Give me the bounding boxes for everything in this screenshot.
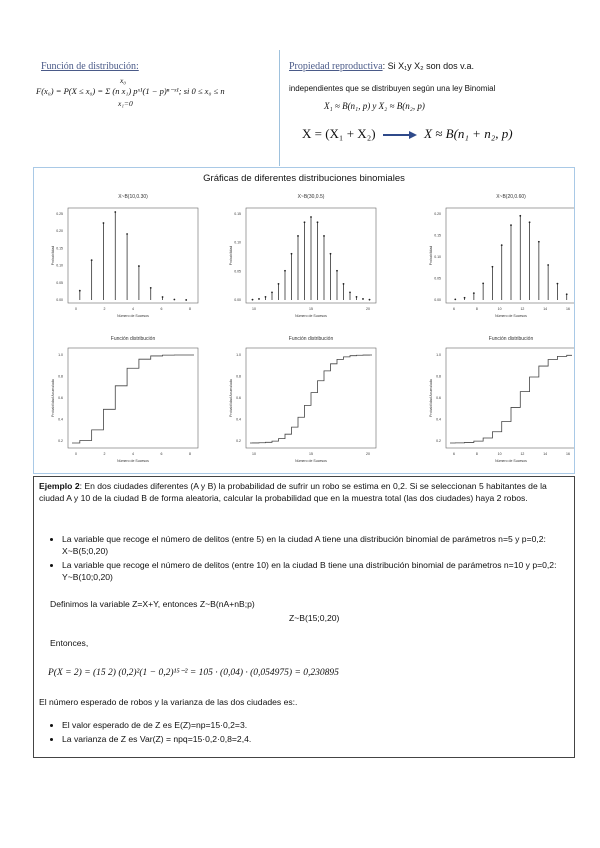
cdf-title-2: Función distribución — [488, 336, 534, 342]
pmf-title-2: X~B(20,0.60) — [496, 194, 526, 200]
reproductive-property-line2: independientes que se distribuyen según una ley Binomial — [289, 84, 496, 93]
cdf-ytick-2-1: 0.8 — [436, 374, 441, 379]
reproductive-property-heading: Propiedad reproductiva — [289, 61, 383, 72]
cdf-xtick-2-5: 16 — [566, 452, 570, 456]
cdf-xtick-0-0: 0 — [75, 452, 77, 456]
pmf-point-0-1 — [91, 259, 93, 261]
pmf-ytick-2-1: 0.15 — [434, 233, 441, 238]
cdf-xtick-2-0: 6 — [453, 452, 455, 456]
charts-svg — [34, 168, 574, 473]
cdf-ytick-1-4: 0.2 — [236, 439, 241, 443]
pmf-xtick-0-3: 6 — [160, 307, 163, 311]
pmf-title-0: X~B(10,0.30) — [118, 194, 148, 200]
pmf-point-1-11 — [284, 270, 286, 272]
binomial-charts-panel — [33, 167, 575, 474]
pmf-frame-0 — [68, 208, 198, 303]
pmf-xtick-1-1: 15 — [309, 307, 313, 311]
cdf-ytick-2-0: 1.0 — [436, 353, 441, 357]
cdf-xtick-0-3: 6 — [160, 452, 163, 456]
example-intro: Ejemplo 2: En dos ciudades diferentes (A y B) la probabilidad de sufrir un robo se estima en 0,2. Si se seleccionan 5 habitantes de la ciudad A y 10 de la ciudad B de forma aleatoria, calcular la probabilidad que en la muestra total (las dos ciudades) haya 2 robos. — [39, 481, 547, 503]
pmf-point-1-24 — [369, 299, 371, 301]
pmf-ytick-0-2: 0.15 — [56, 246, 63, 251]
cdf-ytick-2-4: 0.2 — [436, 439, 441, 443]
define-z: Definimos la variable Z=X+Y, entonces Z~B(nA+nB;p) — [50, 599, 255, 609]
reproductive-property-result: X = (X₁ + X₂) X ≈ B(n₁ + n₂, p) — [302, 126, 513, 141]
pmf-point-0-6 — [150, 287, 152, 289]
cdf-step-line-0 — [72, 355, 194, 443]
pmf-title-1: X~B(30,0.5) — [297, 194, 325, 200]
example-bullets-1 — [48, 533, 566, 585]
cdf-ylabel-1: Probabilidad Acumulada — [229, 379, 233, 417]
cdf-xtick-2-4: 14 — [543, 452, 548, 456]
pmf-xtick-2-1: 8 — [475, 307, 478, 311]
cdf-xtick-1-1: 15 — [309, 452, 313, 456]
pmf-ylabel-1: Probabilidad — [229, 245, 233, 266]
bullet-city-b: • La variable que recoge el número de delitos (entre 10) en la ciudad B tiene una distribución binomial de parámetros n=10 y p=0,2: Y~B(10;0,20) — [62, 559, 566, 583]
pmf-ylabel-0: Probabilidad — [51, 245, 55, 266]
cdf-ytick-1-2: 0.6 — [236, 396, 241, 400]
example-title: Ejemplo 2 — [39, 481, 80, 491]
cdf-xlabel-0: Número de Sucesos — [117, 459, 149, 463]
cdf-ytick-0-0: 1.0 — [58, 353, 63, 357]
cdf-xtick-2-3: 12 — [520, 452, 525, 456]
distribution-function-heading: Función de distribución: — [41, 61, 139, 72]
pmf-ylabel-2: Probabilidad — [429, 245, 433, 266]
cdf-frame-2 — [446, 348, 574, 448]
cdf-ytick-0-1: 0.8 — [58, 374, 63, 379]
pmf-xtick-2-0: 6 — [453, 307, 455, 311]
cdf-xlabel-2: Número de Sucesos — [495, 459, 527, 463]
pmf-ytick-1-1: 0.10 — [234, 240, 241, 245]
pmf-xlabel-0: Número de Sucesos — [117, 314, 149, 318]
cdf-xtick-1-0: 10 — [252, 452, 256, 456]
pmf-ytick-2-2: 0.10 — [434, 255, 441, 259]
cdf-ytick-0-4: 0.2 — [58, 439, 63, 443]
pmf-point-2-14 — [538, 241, 540, 243]
cdf-ylabel-2: Probabilidad Acumulada — [429, 379, 433, 417]
pmf-ytick-0-0: 0.25 — [56, 212, 63, 216]
pmf-ytick-0-1: 0.20 — [56, 229, 63, 234]
pmf-point-1-12 — [291, 253, 293, 255]
charts-title: Gráficas de diferentes distribuciones binomiales — [203, 173, 405, 184]
cdf-xtick-0-1: 2 — [103, 452, 106, 456]
sum-upper-limit: x₀ — [120, 76, 126, 85]
pmf-xtick-2-2: 10 — [497, 307, 502, 311]
pmf-point-2-17 — [566, 293, 568, 295]
pmf-point-1-18 — [330, 253, 332, 255]
distribution-function-formula: F(x₀) = P(X ≤ x₀) = Σ (n x₁) pˣ¹(1 − p)ⁿ⁻ˣ¹; si 0 ≤ x₀ ≤ n — [36, 86, 225, 96]
pmf-point-0-2 — [103, 222, 105, 224]
probability-formula: P(X = 2) = (15 2) (0,2)²(1 − 0,2)¹⁵⁻² = 105 · (0,04) · (0,054975) = 0,230895 — [48, 668, 339, 678]
pmf-point-1-21 — [349, 291, 351, 293]
cdf-ytick-1-1: 0.8 — [236, 374, 241, 379]
bullet-variance: • La varianza de Z es Var(Z) = npq=15·0,2·0,8=2,4. — [62, 733, 566, 745]
pmf-point-1-6 — [252, 299, 254, 301]
cdf-xtick-2-2: 10 — [497, 452, 502, 456]
pmf-ytick-1-0: 0.15 — [234, 212, 241, 216]
pmf-xtick-2-5: 16 — [566, 307, 570, 311]
cdf-xtick-1-2: 20 — [366, 452, 370, 456]
pmf-point-1-14 — [304, 221, 306, 223]
arrow-right-icon — [383, 130, 417, 140]
pmf-point-2-11 — [510, 224, 512, 226]
pmf-point-1-17 — [323, 235, 325, 237]
pmf-xtick-0-4: 8 — [189, 307, 191, 311]
pmf-point-1-23 — [362, 298, 364, 300]
bullet-expected-value: • El valor esperado de de Z es E(Z)=np=15·0,2=3. — [62, 719, 566, 731]
cdf-xlabel-1: Número de Sucesos — [295, 459, 327, 463]
reproductive-property-line1: Propiedad reproductiva: Si X₁y X₂ son dos v.a. — [289, 61, 474, 72]
cdf-step-line-2 — [450, 355, 572, 443]
summary-text: El número esperado de robos y la varianza de las dos ciudades es:. — [39, 697, 298, 707]
pmf-point-0-3 — [114, 211, 116, 213]
cdf-title-1: Función distribución — [288, 336, 334, 342]
pmf-point-1-8 — [265, 296, 267, 298]
pmf-xtick-2-4: 14 — [543, 307, 548, 311]
cdf-xtick-0-4: 8 — [189, 452, 191, 456]
example-box — [33, 476, 575, 758]
cdf-ytick-0-2: 0.6 — [58, 396, 63, 400]
pmf-ytick-0-5: 0.00 — [56, 298, 63, 302]
pmf-point-0-0 — [79, 290, 81, 292]
pmf-point-2-10 — [501, 244, 503, 246]
pmf-xlabel-1: Número de Sucesos — [295, 314, 327, 318]
cdf-ytick-2-3: 0.4 — [436, 417, 441, 422]
pmf-point-1-22 — [356, 296, 358, 298]
pmf-point-1-9 — [271, 291, 273, 293]
pmf-point-0-9 — [185, 299, 187, 301]
cdf-ytick-1-3: 0.4 — [236, 417, 241, 422]
pmf-point-2-16 — [557, 283, 559, 285]
pmf-xtick-1-0: 10 — [252, 307, 256, 311]
pmf-point-0-5 — [138, 265, 140, 267]
pmf-point-0-7 — [162, 296, 164, 298]
pmf-xtick-0-0: 0 — [75, 307, 77, 311]
cdf-ylabel-0: Probabilidad Acumulada — [51, 379, 55, 417]
pmf-point-1-15 — [310, 216, 312, 218]
pmf-ytick-2-3: 0.05 — [434, 276, 441, 281]
pmf-xtick-0-2: 4 — [132, 307, 134, 311]
pmf-ytick-1-2: 0.05 — [234, 269, 241, 274]
pmf-ytick-2-4: 0.00 — [434, 298, 441, 302]
cdf-title-0: Función distribución — [110, 336, 156, 342]
cdf-xtick-0-2: 4 — [132, 452, 134, 456]
pmf-point-2-9 — [492, 266, 494, 268]
pmf-xtick-0-1: 2 — [103, 307, 106, 311]
pmf-point-1-10 — [278, 283, 280, 285]
example-bullets-2 — [48, 719, 566, 747]
reproductive-property-line3: X₁ ≈ B(n₁, p) y X₂ ≈ B(n₂, p) — [324, 101, 425, 111]
cdf-ytick-1-0: 1.0 — [236, 353, 241, 357]
bullet-city-a: • La variable que recoge el número de delitos (entre 5) en la ciudad A tiene una distribución binomial de parámetros n=5 y p=0,2: X~B(5;0,20) — [62, 533, 566, 557]
pmf-point-2-13 — [529, 221, 531, 223]
pmf-ytick-0-4: 0.05 — [56, 280, 63, 285]
pmf-point-0-8 — [173, 299, 175, 301]
pmf-point-1-19 — [336, 270, 338, 272]
pmf-point-1-20 — [343, 283, 345, 285]
pmf-ytick-0-3: 0.10 — [56, 263, 63, 268]
pmf-xtick-2-3: 12 — [520, 307, 525, 311]
pmf-xlabel-2: Número de Sucesos — [495, 314, 527, 318]
sum-lower-limit: x₁=0 — [118, 99, 133, 108]
entonces-label: Entonces, — [50, 638, 89, 648]
cdf-xtick-2-1: 8 — [475, 452, 478, 456]
pmf-point-2-5 — [454, 298, 456, 300]
pmf-point-2-8 — [482, 282, 484, 284]
pmf-point-2-6 — [464, 297, 466, 299]
pmf-frame-2 — [446, 208, 574, 303]
cdf-step-line-1 — [250, 355, 372, 443]
pmf-ytick-2-0: 0.20 — [434, 212, 441, 216]
column-divider — [279, 50, 280, 166]
define-z-result: Z~B(15;0,20) — [289, 613, 340, 623]
cdf-frame-0 — [68, 348, 198, 448]
pmf-xtick-1-2: 20 — [366, 307, 370, 311]
pmf-point-1-7 — [258, 298, 260, 300]
pmf-point-2-7 — [473, 292, 475, 294]
pmf-ytick-1-3: 0.00 — [234, 298, 241, 302]
pmf-point-2-15 — [547, 264, 549, 266]
pmf-point-1-16 — [317, 221, 319, 223]
pmf-point-1-13 — [297, 235, 299, 237]
cdf-ytick-0-3: 0.4 — [58, 417, 63, 422]
pmf-point-2-12 — [519, 215, 521, 217]
cdf-ytick-2-2: 0.6 — [436, 396, 441, 400]
pmf-point-0-4 — [126, 233, 128, 235]
